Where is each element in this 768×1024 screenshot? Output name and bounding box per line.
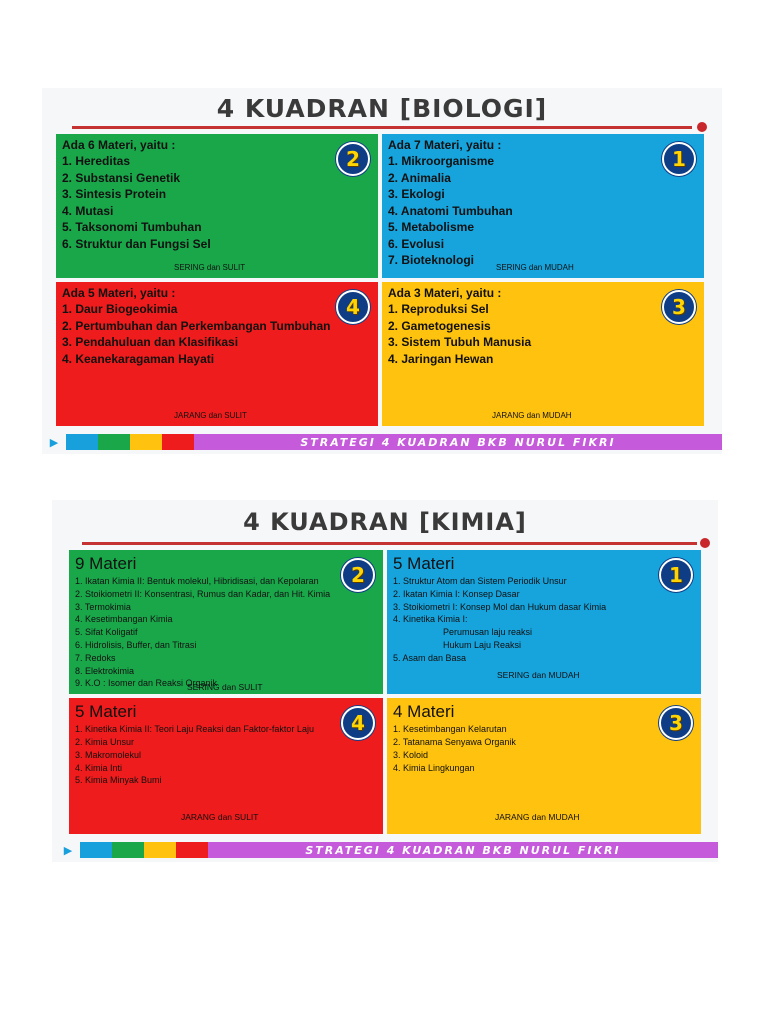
list-item: 5. Metabolisme [388,220,475,234]
list-item: 3. Termokimia [75,601,131,612]
list-item: 4. Kesetimbangan Kimia [75,614,173,625]
biology-quadrant-3 [380,280,706,428]
quadrant-header: 5 Materi [393,554,455,573]
list-subitem: Perumusan laju reaksi [443,627,533,638]
list-item: 9. K.O : Isomer dan Reaksi Organik [75,678,218,689]
list-item: 5. Taksonomi Tumbuhan [62,220,202,234]
list-item: 1. Ikatan Kimia II: Bentuk molekul, Hibridisasi, dan Kepolaran [75,576,319,586]
list-item: 2. Kimia Unsur [75,736,135,747]
underline-dot [700,538,710,548]
chemistry-quadrant-3 [385,696,703,836]
number-badge-icon: 3 [659,706,693,740]
underline-dot [697,122,707,132]
number-badge-icon: 4 [341,706,375,740]
list-item: 3. Ekologi [388,187,445,201]
quadrant-tag: JARANG dan MUDAH [495,812,580,822]
footer-text: STRATEGI 4 KUADRAN BKB NURUL FIKRI [194,434,722,450]
chemistry-footer-bar [56,842,718,858]
topic-list [388,301,698,367]
chemistry-quadrant-4 [67,696,385,836]
list-item: 2. Pertumbuhan dan Perkembangan Tumbuhan [62,318,331,333]
list-item: 6. Evolusi [388,236,445,251]
list-subitem: Hukum Laju Reaksi [443,639,522,650]
biology-quadrant-2 [54,132,380,280]
list-item: 2. Substansi Genetik [62,170,181,185]
list-item: 3. Pendahuluan dan Klasifikasi [62,335,239,349]
list-item: 4. Keanekaragaman Hayati [62,351,215,366]
list-item: 1. Hereditas [62,154,131,168]
footer-text: STRATEGI 4 KUADRAN BKB NURUL FIKRI [208,842,718,858]
quadrant-header: 4 Materi [393,702,455,722]
quadrant-tag: SERING dan SULIT [174,263,246,272]
chemistry-quadrant-2 [67,548,385,696]
topic-list [393,575,695,665]
quadrant-header: 9 Materi [75,554,137,573]
quadrant-header: Ada 5 Materi, yaitu : [62,286,176,300]
quadrant-header: Ada 3 Materi, yaitu : [388,286,502,300]
biology-quadrant-grid [54,132,706,428]
list-item: 5. Asam dan Basa [393,652,467,663]
topic-list [62,301,372,367]
quadrant-tag: SERING dan SULIT [187,682,263,693]
chemistry-title: 4 KUADRAN [KIMIA] [243,508,527,536]
number-badge-icon: 2 [341,558,375,592]
list-item: 1. Kinetika Kimia II: Teori Laju Reaksi dan Faktor-faktor Laju [75,724,314,735]
color-chip [162,434,194,450]
number-badge-icon: 3 [662,290,696,324]
topic-list [393,723,695,774]
biology-slide [42,88,722,454]
color-chip [144,842,176,858]
number-badge-icon: 4 [336,290,370,324]
list-item: 3. Sintesis Protein [62,187,167,201]
biology-title: 4 KUADRAN [BIOLOGI] [216,94,548,123]
biology-quadrant-1 [380,132,706,280]
list-item: 5. Sifat Koligatif [75,627,138,638]
list-item: 5. Kimia Minyak Bumi [75,775,162,786]
quadrant-header: 5 Materi [75,702,137,722]
biology-quadrant-4 [54,280,380,428]
list-item: 4. Kimia Lingkungan [393,762,475,773]
quadrant-tag: SERING dan MUDAH [496,263,574,272]
title-underline [72,126,692,129]
list-item: 7. Redoks [75,652,116,663]
list-item: 3. Makromolekul [75,749,142,760]
quadrant-header: Ada 6 Materi, yaitu : [62,138,176,152]
topic-list [62,153,372,252]
chemistry-quadrant-1 [385,548,703,696]
list-item: 4. Kimia Inti [75,762,123,773]
color-chip [112,842,144,858]
list-item: 3. Koloid [393,749,429,760]
color-chip [98,434,130,450]
topic-list [75,575,377,693]
list-item: 4. Kinetika Kimia I: [393,614,468,625]
list-item: 2. Tatanama Senyawa Organik [393,736,516,747]
arrow-right-icon: ▶ [49,435,59,449]
quadrant-header: Ada 7 Materi, yaitu : [388,138,502,152]
quadrant-tag: JARANG dan SULIT [174,411,247,420]
chemistry-quadrant-grid [67,548,703,836]
list-item: 1. Kesetimbangan Kelarutan [393,724,507,735]
arrow-right-icon: ▶ [63,843,73,857]
chemistry-slide [52,500,718,862]
list-item: 6. Hidrolisis, Buffer, dan Titrasi [75,639,197,650]
quadrant-tag: SERING dan MUDAH [497,670,580,681]
color-chip [176,842,208,858]
topic-list [388,153,698,269]
quadrant-tag: JARANG dan MUDAH [492,411,572,420]
list-item: 3. Stoikiometri I: Konsep Mol dan Hukum dasar Kimia [393,601,607,612]
list-item: 4. Mutasi [62,203,114,218]
number-badge-icon: 1 [659,558,693,592]
list-item: 6. Struktur dan Fungsi Sel [62,236,211,251]
color-chip [80,842,112,858]
list-item: 1. Struktur Atom dan Sistem Periodik Unsur [393,576,567,586]
title-underline [82,542,697,545]
list-item: 2. Ikatan Kimia I: Konsep Dasar [393,588,520,599]
list-item: 8. Elektrokimia [75,665,135,676]
list-item: 1. Mikroorganisme [388,154,495,168]
list-item: 3. Sistem Tubuh Manusia [388,335,532,349]
list-item: 2. Animalia [388,170,451,185]
quadrant-tag: JARANG dan SULIT [181,812,259,822]
color-chip [130,434,162,450]
number-badge-icon: 2 [336,142,370,176]
list-item: 2. Gametogenesis [388,318,491,333]
list-item: 1. Reproduksi Sel [388,302,489,316]
number-badge-icon: 1 [662,142,696,176]
list-item: 2. Stoikiometri II: Konsentrasi, Rumus dan Kadar, dan Hit. Kimia [75,588,331,599]
topic-list [75,723,377,787]
color-chip [66,434,98,450]
list-item: 7. Bioteknologi [388,253,475,267]
list-item: 1. Daur Biogeokimia [62,302,178,316]
list-item: 4. Anatomi Tumbuhan [388,203,513,218]
list-item: 4. Jaringan Hewan [388,351,494,366]
biology-footer-bar [42,434,722,450]
